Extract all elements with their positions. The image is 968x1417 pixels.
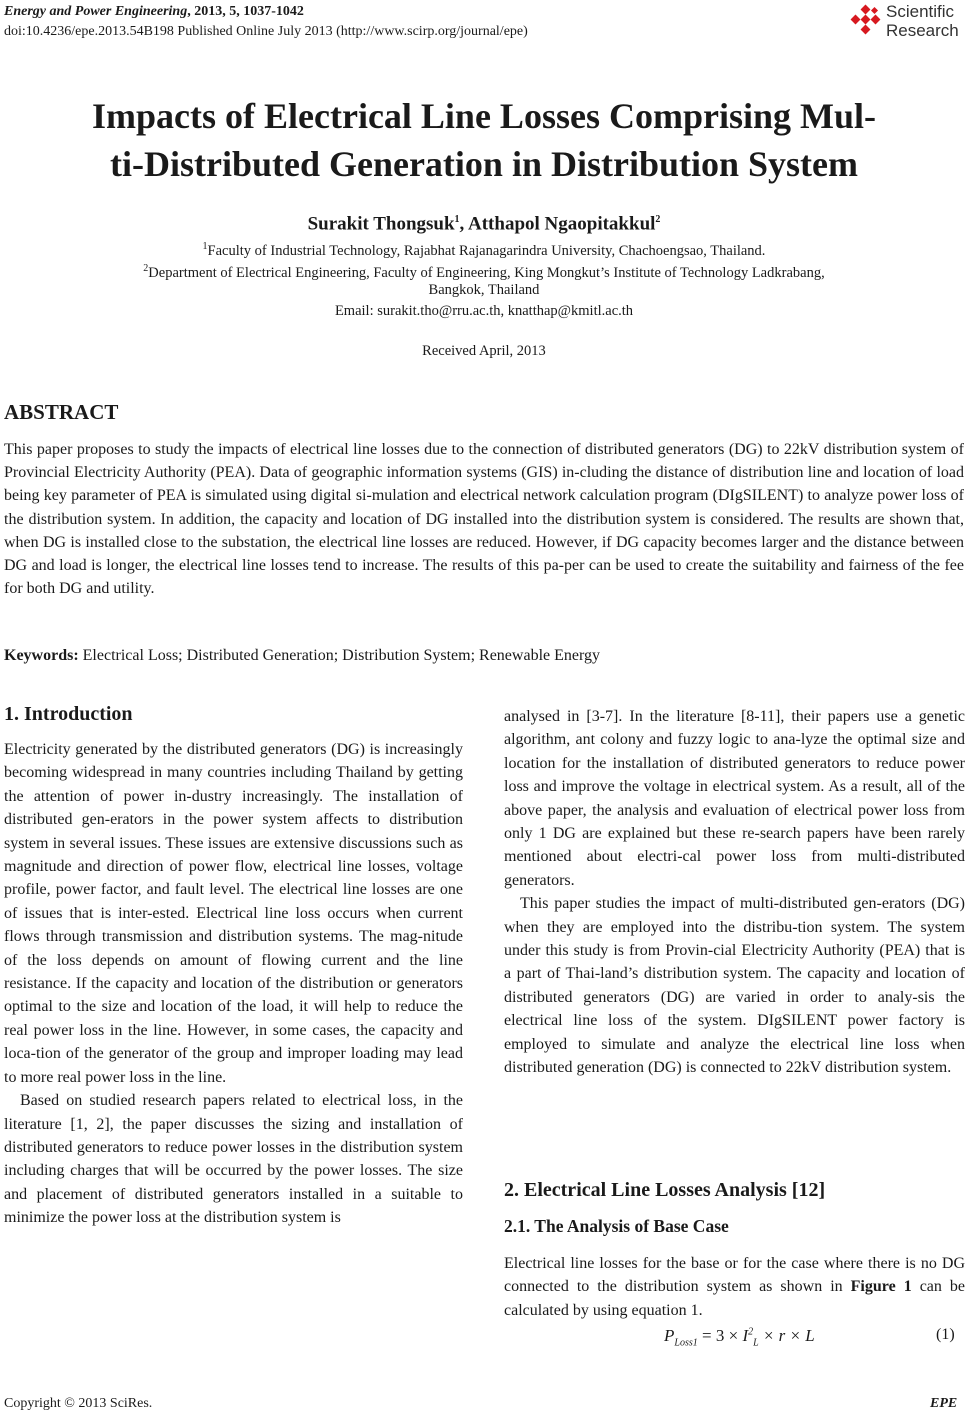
paper-title xyxy=(20,92,948,188)
keywords-label: Keywords: xyxy=(4,647,79,664)
eq-p: P xyxy=(664,1326,675,1345)
abstract-heading: ABSTRACT xyxy=(4,400,119,424)
keywords-text: Electrical Loss; Distributed Generation; Distribution System; Renewable Energy xyxy=(78,647,601,664)
author-1-sup: 1 xyxy=(454,214,460,225)
figure-1-ref: Figure 1 xyxy=(850,1278,912,1296)
author-separator: , xyxy=(459,213,468,235)
logo-text xyxy=(886,2,959,40)
eq-p-sub: Loss1 xyxy=(674,1337,698,1349)
equation-1 xyxy=(664,1326,815,1348)
section-2-1-text xyxy=(504,1252,965,1322)
affiliation-2-cont: Bangkok, Thailand xyxy=(428,282,540,298)
intro-paragraph-2: Based on studied research papers related to electrical loss, in the literature [1, 2], the paper discusses the sizing and installation of distributed generators to reduce power losses in the distribution system including charges that will be occurred by the power losses. The size and placement of distributed generators installed in a suitable to minimize the power loss at the distribution system is xyxy=(4,1092,463,1227)
section-2-1-heading: 2.1. The Analysis of Base Case xyxy=(504,1216,729,1236)
equation-number: (1) xyxy=(936,1326,955,1343)
left-column xyxy=(4,738,463,1230)
author-2: Atthapol Ngaopitakkul xyxy=(468,213,656,235)
running-header xyxy=(4,2,528,42)
logo-line-1: Scientific xyxy=(886,2,955,21)
logo-line-2: Research xyxy=(886,21,959,40)
section-2-1-post: can be calculated by using equation 1. xyxy=(504,1278,966,1319)
right-column-top xyxy=(504,705,965,1080)
journal-citation: , 2013, 5, 1037-1042 xyxy=(187,4,304,19)
author-email: Email: surakit.tho@rru.ac.th, knatthap@kmitl.ac.th xyxy=(334,303,634,319)
intro-paragraph-1: Electricity generated by the distributed generators (DG) is increasingly becoming widespread in many countries including Thailand by getting the attention of power in-dustry increasingly. The installation of distributed gen-erators in the power system affects to distribution system in several issues. These issues are extensive discussions such as magnitude and direction of power flow, electrical line losses, voltage profile, power factor, and fault level. The electrical line losses are one of issues that is inter-ested. Electrical line loss occurs when current flows through transmission and distribution systems. The mag-nitude of the loss depends on amount of flowing current and the line resistance. If the capacity and location of the distribution or generators optimal to the size and location of the load, it will help to reduce the real power loss in the line. However, in some cases, the capacity and loca-tion of the generator of the group and improper loading may lead to more real power loss in the line. xyxy=(4,741,463,1086)
footer-journal: EPE xyxy=(930,1396,958,1411)
affiliation-1-text: Faculty of Industrial Technology, Rajabhat Rajanagarindra University, Chachoengsao, Thailand. xyxy=(207,242,766,259)
received-date: Received April, 2013 xyxy=(422,343,546,359)
authors xyxy=(0,208,968,236)
footer-copyright: Copyright © 2013 SciRes. xyxy=(4,1396,153,1411)
eq-i-sub: L xyxy=(753,1337,759,1349)
right-paragraph-2: This paper studies the impact of multi-distributed gen-erators (DG) when they are employed into the distribu-tion system. The system under this study is from Provin-cial Electricity Authority (PEA) that is a part of Thai-land’s distribution system. The capacity and location of distributed generators (DG) are varied in order to analy-sis the electrical line loss of the system. DIgSILENT power factory is employed to simulate and analyze the electrical line loss when distributed generation (DG) is connected to 22kV distribution system. xyxy=(504,895,965,1077)
publisher-logo xyxy=(848,2,966,44)
title-line-1: Impacts of Electrical Line Losses Comprising Mul- xyxy=(92,96,876,136)
intro-heading: 1. Introduction xyxy=(4,703,133,725)
section-2-heading: 2. Electrical Line Losses Analysis [12] xyxy=(504,1179,826,1201)
keywords xyxy=(4,647,600,665)
abstract-text: This paper proposes to study the impacts of electrical line losses due to the connection of distributed generators (DG) to 22kV distribution system of Provincial Electricity Authority (PEA). Data of geographic information systems (GIS) in-cluding the distance of distribution line and location of load being key parameter of PEA is simulated using digital si-mulation and electrical network calculation program (DIgSILENT) to analyze power loss of the distribution system. In addition, the capacity and location of DG installed into the distribution system is considered. The results are shown that, when DG is installed close to the substation, the electrical line losses are reduced. However, if DG capacity becomes larger and the distance between DG and load is longer, the electrical line losses tend to increase. The results of this pa-per can be used to create the suitability and fairness of the fee for both DG and utility. xyxy=(4,441,964,598)
eq-rhs-post: × r × L xyxy=(758,1326,815,1345)
affiliation-1-sup: 1 xyxy=(202,241,208,252)
logo-mark-icon xyxy=(848,4,884,40)
author-2-sup: 2 xyxy=(655,214,661,225)
eq-rhs-pre: = 3 × xyxy=(697,1326,743,1345)
eq-i-sup: 2 xyxy=(748,1326,754,1338)
affiliation-2-sup: 2 xyxy=(143,263,149,274)
eq-i: I xyxy=(742,1326,749,1345)
title-line-2: ti-Distributed Generation in Distribution System xyxy=(109,144,858,184)
journal-name: Energy and Power Engineering xyxy=(4,4,188,19)
right-paragraph-1: analysed in [3-7]. In the literature [8-11], their papers use a genetic algorithm, ant colony and fuzzy logic to ana-lyze the optimal size and location for the installation of distributed generators to reduce power loss and improve the voltage in electrical system. As a result, all of the above paper, the analysis and evaluation of electrical power loss from only 1 DG are explained but these re-search papers have been rarely mentioned about electri-cal power loss from multi-distributed generators. xyxy=(504,708,965,889)
author-1: Surakit Thongsuk xyxy=(307,213,455,235)
doi-line: doi:10.4236/epe.2013.54B198 Published Online July 2013 (http://www.scirp.org/journal/epe) xyxy=(4,24,528,39)
section-2-1-pre: Electrical line losses for the base or for the case where there is no DG connected to the distribution system as shown in xyxy=(504,1255,965,1296)
affiliation-2-text: Department of Electrical Engineering, Faculty of Engineering, King Mongkut’s Institute of Technology Ladkrabang, xyxy=(148,264,825,281)
